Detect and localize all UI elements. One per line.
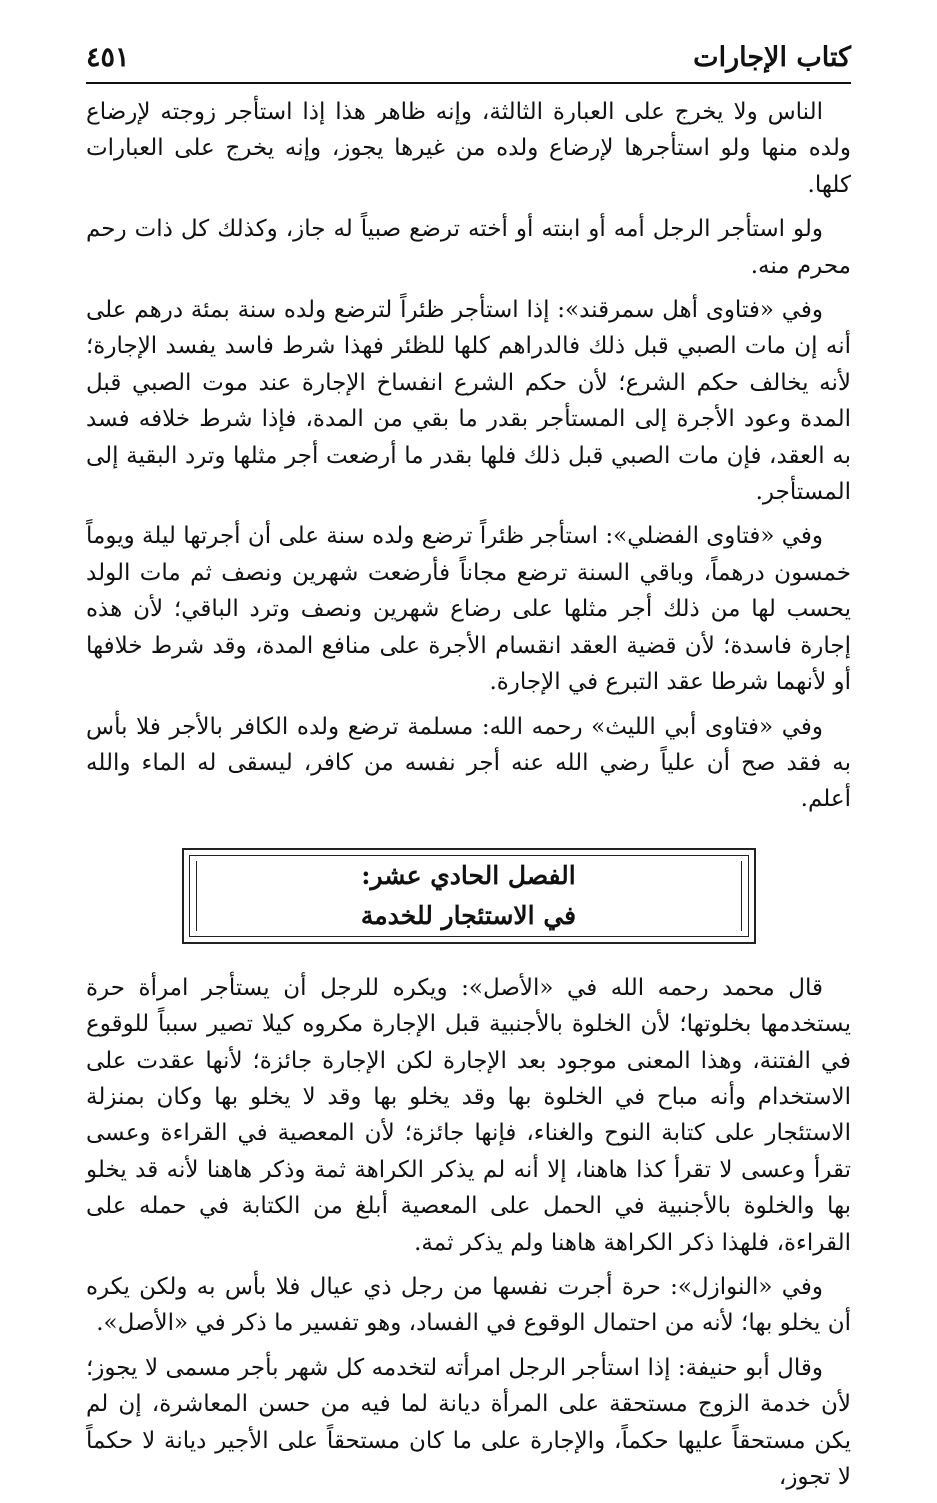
paragraph: وفي «فتاوى الفضلي»: استأجر ظئراً ترضع ولده سنة على أن أجرتها ليلة ويوماً خمسون درهماً، وباقي السنة ترضع مجاناً فأرضعت شهرين ونصف ثم مات الولد يحسب لها من ذلك أجر مثلها على رضاع شهرين ونصف وترد الباقي؛ لأن هذه إجارة فاسدة؛ لأن قضية العقد انقسام الأجرة على منافع المدة، وقد شرط خلافها أو لأنهما شرطا عقد التبرع في الإجارة. <box>86 523 851 696</box>
section-title-line-1: الفصل الحادي عشر: <box>361 860 576 890</box>
body-text <box>86 94 851 1503</box>
paragraph: ولو استأجر الرجل أمه أو ابنته أو أخته ترضع صبياً له جاز، وكذلك كل ذات رحم محرم منه. <box>86 216 851 279</box>
paragraph: الناس ولا يخرج على العبارة الثالثة، وإنه ظاهر هذا إذا استأجر زوجته لإرضاع ولده منها ولو استأجرها لإرضاع ولده من غيرها يجوز، وإنه يخرج على العبارات كلها. <box>86 99 851 198</box>
section-title-line-2: في الاستئجار للخدمة <box>360 900 577 930</box>
page-number: ٤٥١ <box>86 42 130 73</box>
section-title <box>204 856 734 936</box>
paragraph: وفي «فتاوى أهل سمرقند»: إذا استأجر ظئراً لترضع ولده سنة بمئة درهم على أنه إن مات الصبي قبل ذلك فالدراهم كلها للظئر فهذا شرط فاسد يفسد الإجارة؛ لأنه يخالف حكم الشرع؛ لأن حكم الشرع انفساخ الإجارة عند موت الصبي قبل المدة وعود الأجرة إلى المستأجر بقدر ما بقي من المدة، فإذا شرط خلافه فسد به العقد، فإن مات الصبي قبل ذلك فلها بقدر ما أرضعت أجر مثلها وترد البقية إلى المستأجر. <box>86 297 851 506</box>
section-heading-box <box>182 848 756 944</box>
paragraph: وقال أبو حنيفة: إذا استأجر الرجل امرأته لتخدمه كل شهر بأجر مسمى لا يجوز؛ لأن خدمة الزوج مستحقة على المرأة ديانة لما فيه من حسن المعاشرة، إن لم يكن مستحقاً عليها حكماً، والإجارة على ما كان مستحقاً على الأجير ديانة لا حكماً لا تجوز، <box>86 1354 851 1490</box>
paragraph: وفي «النوازل»: حرة أجرت نفسها من رجل ذي عيال فلا بأس به ولكن يكره أن يخلو بها؛ لأنه من احتمال الوقوع في الفساد، وهو تفسير ما ذكر في «الأصل». <box>86 1273 851 1337</box>
book-title: كتاب الإجارات <box>693 42 851 73</box>
paragraph: وفي «فتاوى أبي الليث» رحمه الله: مسلمة ترضع ولده الكافر بالأجر فلا بأس به فقد صح أن علياً رضي الله عنه أجر نفسه من كافر، ليسقى له الماء والله أعلم. <box>86 713 851 813</box>
paragraph: قال محمد رحمه الله في «الأصل»: ويكره للرجل أن يستأجر امرأة حرة يستخدمها بخلوتها؛ لأن الخلوة بالأجنبية قبل الإجارة مكروه كيلا تصير سبباً للوقوع في الفتنة، وهذا المعنى موجود بعد الإجارة لكن الإجارة جائزة؛ لأنها عقدت على الاستخدام وأنه مباح في الخلوة بها وقد يخلو بها وقد لا يخلو بها وكان بمنزلة الاستئجار على كتابة النوح والغناء، فإنها جائزة؛ لأن المعصية في القراءة وعسى تقرأ وعسى لا تقرأ كذا هاهنا، إلا أنه لم يذكر الكراهة ثمة وذكر هاهنا لأنه قد يخلو بها والخلوة بالأجنبية في الحمل على المعصية أبلغ من الكتابة في حمله على القراءة، فلهذا ذكر الكراهة هاهنا ولم يذكر ثمة. <box>86 974 851 1256</box>
header-divider <box>86 82 851 84</box>
running-header <box>86 38 851 78</box>
